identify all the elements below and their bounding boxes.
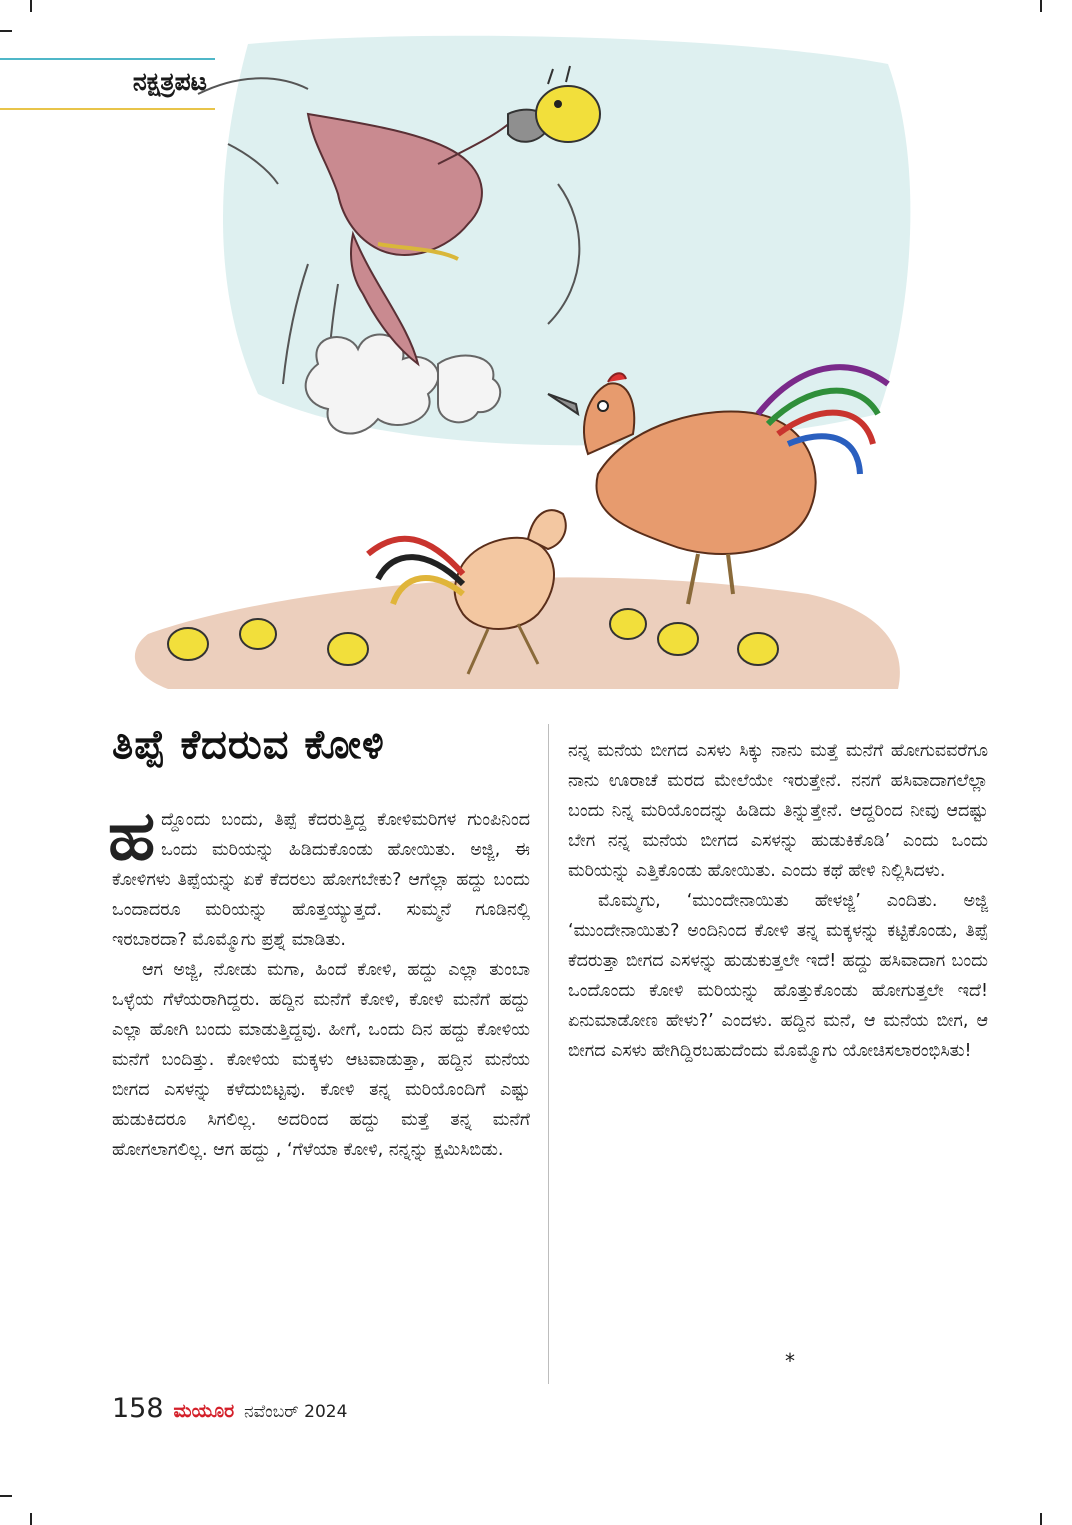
crop-mark — [1040, 0, 1042, 12]
section-label: ನಕ್ಷತ್ರಪಟ — [132, 67, 207, 96]
drop-cap: ಹ — [108, 797, 156, 876]
crop-mark — [30, 0, 32, 12]
page-footer — [112, 1393, 347, 1424]
article-title: ತಿಪ್ಪೆ ಕೆದರುವ ಕೋಳಿ — [112, 722, 385, 768]
magazine-logo: ಮಯೂರ — [173, 1400, 235, 1422]
crop-mark — [30, 1513, 32, 1525]
article-paragraph: ಮೊಮ್ಮಗು, ‘ಮುಂದೇನಾಯಿತು ಹೇಳಜ್ಜಿ’ ಎಂದಿತು. ಅಜ್ಜಿ ‘ಮುಂದೇನಾಯಿತು? ಅಂದಿನಿಂದ ಕೋಳಿ ತನ್ನ ಮಕ್ಕಳನ್ನು ಕಟ್ಟಿಕೊಂಡು, ತಿಪ್ಪೆ ಕೆದರುತ್ತಾ ಬೀಗದ ಎಸಳನ್ನು ಹುಡುಕುತ್ತಲೇ ಇದೆ! ಹದ್ದು ಹಸಿವಾದಾಗ ಬಂದು ಒಂದೊಂದು ಕೋಳಿ ಮರಿಯನ್ನು ಹೊತ್ತುಕೊಂಡು ಹೋಗುತ್ತಲೇ ಇದೆ! ಏನುಮಾಡೋಣ ಹೇಳು?’ ಎಂದಳು. ಹದ್ದಿನ ಮನೆ, ಆ ಮನೆಯ ಬೀಗ, ಆ ಬೀಗದ ಎಸಳು ಹೇಗಿದ್ದಿರಬಹುದೆಂದು ಮೊಮ್ಮೊಗು ಯೋಚಿಸಲಾರಂಭಿಸಿತು! — [568, 891, 988, 1061]
article-column-left — [108, 797, 530, 1165]
article-column-right — [568, 736, 988, 1066]
crop-mark — [0, 30, 12, 32]
article-paragraph: ನನ್ನ ಮನೆಯ ಬೀಗದ ಎಸಳು ಸಿಕ್ಕು ನಾನು ಮತ್ತೆ ಮನೆಗೆ ಹೋಗುವವರೆಗೂ ನಾನು ಊರಾಚೆ ಮರದ ಮೇಲೆಯೇ ಇರುತ್ತೇನೆ. ನನಗೆ ಹಸಿವಾದಾಗಲೆಲ್ಲಾ ಬಂದು ನಿನ್ನ ಮರಿಯೊಂದನ್ನು ಹಿಡಿದು ತಿನ್ನುತ್ತೇನೆ. ಆದ್ದರಿಂದ ನೀವು ಆದಷ್ಟು ಬೇಗ ನನ್ನ ಮನೆಯ ಬೀಗದ ಎಸಳನ್ನು ಹುಡುಕಿಕೊಡಿ’ ಎಂದು ಒಂದು ಮರಿಯನ್ನು ಎತ್ತಿಕೊಂಡು ಹೋಯಿತು. ಎಂದು ಕಥೆ ಹೇಳಿ ನಿಲ್ಲಿಸಿದಳು. — [568, 741, 988, 881]
crop-mark — [1040, 1513, 1042, 1525]
paragraph-text: ದ್ದೊಂದು ಬಂದು, ತಿಪ್ಪೆ ಕೆದರುತ್ತಿದ್ದ ಕೋಳಿಮರಿಗಳ ಗುಂಪಿನಿಂದ ಒಂದು ಮರಿಯನ್ನು ಹಿಡಿದುಕೊಂಡು ಹೋಯಿತು. ಅಜ್ಜಿ, ಈ ಕೋಳಿಗಳು ತಿಪ್ಪೆಯನ್ನು ಏಕೆ ಕೆದರಲು ಹೋಗಬೇಕು? ಆಗೆಲ್ಲಾ ಹದ್ದು ಬಂದು ಒಂದಾದರೂ ಮರಿಯನ್ನು ಹೊತ್ತಯ್ಯುತ್ತದೆ. ಸುಮ್ಮನೆ ಗೂಡಿನಲ್ಲಿ ಇರಬಾರದಾ? ಮೊಮ್ಮೊಗು ಪ್ರಶ್ನೆ ಮಾಡಿತು. — [112, 810, 530, 950]
column-divider — [548, 724, 549, 1384]
crop-mark — [0, 1495, 12, 1497]
story-illustration — [108, 34, 938, 694]
article-paragraph: ಆಗ ಅಜ್ಜಿ, ನೋಡು ಮಗಾ, ಹಿಂದೆ ಕೋಳಿ, ಹದ್ದು ಎಲ್ಲಾ ತುಂಬಾ ಒಳ್ಳೆಯ ಗೆಳೆಯರಾಗಿದ್ದರು. ಹದ್ದಿನ ಮನೆಗೆ ಕೋಳಿ, ಕೋಳಿ ಮನೆಗೆ ಹದ್ದು ಎಲ್ಲಾ ಹೋಗಿ ಬಂದು ಮಾಡುತ್ತಿದ್ದವು. ಹೀಗೆ, ಒಂದು ದಿನ ಹದ್ದು ಕೋಳಿಯ ಮನೆಗೆ ಬಂದಿತ್ತು. ಕೋಳಿಯ ಮಕ್ಕಳು ಆಟವಾಡುತ್ತಾ, ಹದ್ದಿನ ಮನೆಯ ಬೀಗದ ಎಸಳನ್ನು ಕಳೆದುಬಿಟ್ಟವು. ಕೋಳಿ ತನ್ನ ಮರಿಯೊಂದಿಗೆ ಎಷ್ಟು ಹುಡುಕಿದರೂ ಸಿಗಲಿಲ್ಲ. ಅದರಿಂದ ಹದ್ದು ಮತ್ತೆ ತನ್ನ ಮನೆಗೆ ಹೋಗಲಾಗಲಿಲ್ಲ. ಆಗ ಹದ್ದು , ‘ಗೆಳೆಯಾ ಕೋಳಿ, ನನ್ನನ್ನು ಕ್ಷಮಿಸಿಬಿಡು. — [112, 960, 530, 1160]
end-mark: * — [785, 1349, 795, 1373]
article-paragraph — [108, 797, 530, 955]
page-number: 158 — [112, 1393, 164, 1424]
issue-date: ನವೆಂಬರ್ 2024 — [244, 1402, 348, 1422]
